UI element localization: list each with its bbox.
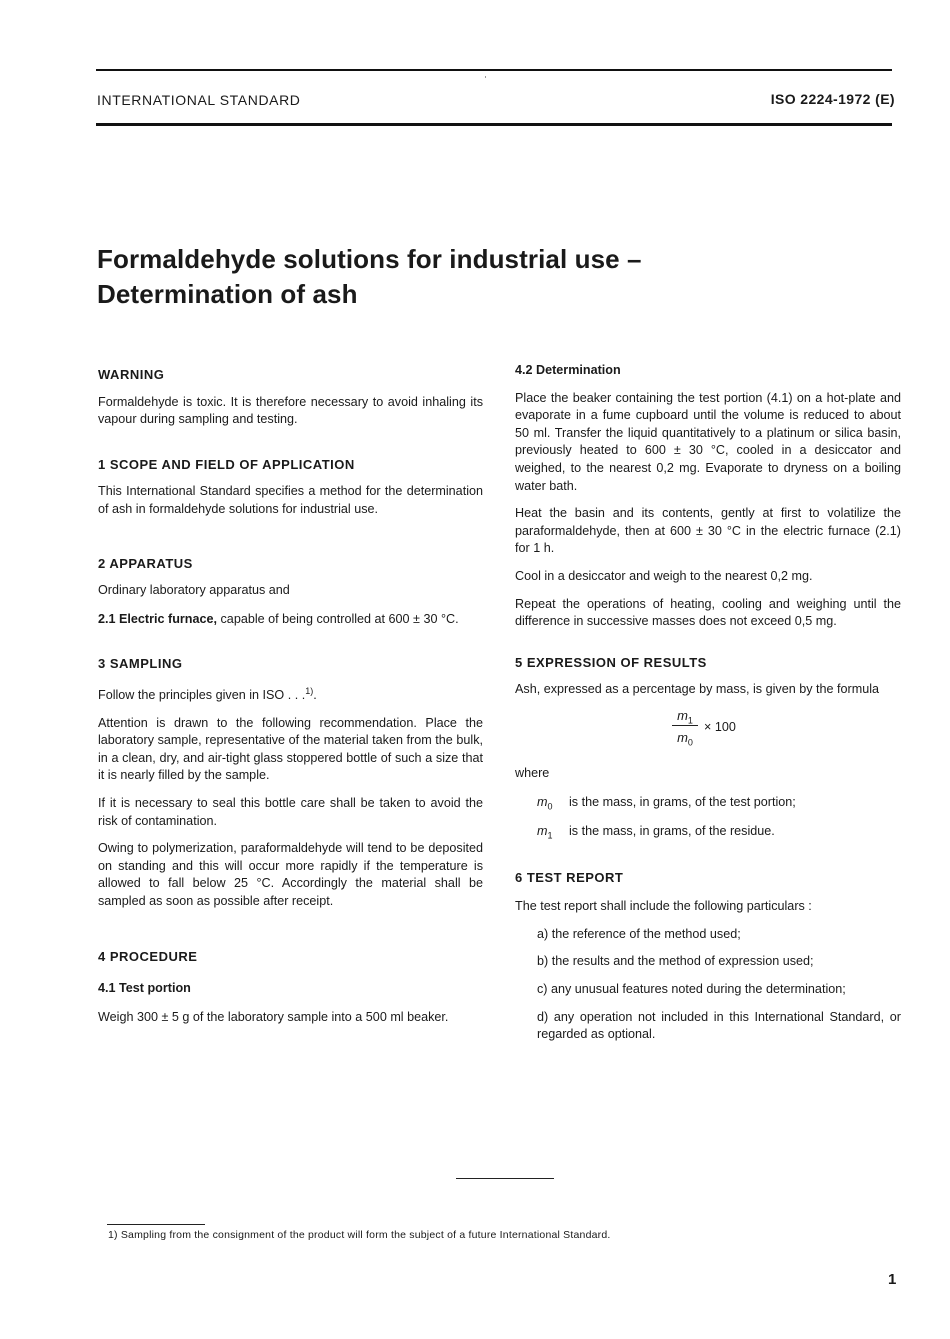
page-number: 1	[888, 1271, 897, 1288]
report-item-d: d) any operation not included in this International Standard, or regarded as optional.	[537, 1009, 901, 1042]
formula-numerator: $m_1$	[677, 707, 693, 726]
symbol-m1: $m_1$	[537, 824, 553, 841]
sampling-heading: 3 SAMPLING	[98, 656, 183, 672]
footnote-rule	[107, 1224, 205, 1225]
sampling-p3: If it is necessary to seal this bottle care shall be taken to avoid the risk of contamination.	[98, 795, 483, 828]
scope-heading: 1 SCOPE AND FIELD OF APPLICATION	[98, 456, 355, 472]
right-column	[515, 362, 901, 1044]
end-of-text-rule	[456, 1178, 554, 1179]
formula-multiplier: × 100	[704, 719, 736, 734]
report-heading: 6 TEST REPORT	[515, 869, 624, 885]
determination-p4: Repeat the operations of heating, cooling and weighing until the difference in successive masses does not exceed 0,5 mg.	[515, 596, 901, 629]
title-line-2: Determination of ash	[97, 279, 358, 309]
warning-heading: WARNING	[98, 367, 165, 382]
header-top-rule	[96, 69, 892, 71]
determination-p1: Place the beaker containing the test portion (4.1) on a hot-plate and evaporate in a fume cupboard until the volume is reduced to about 50 ml. Transfer the liquid quantitatively to a platinum or silica basin, previously heated to 600 ± 30 °C, cooled in a desiccator and weighed, to the nearest 0,2 mg. Evaporate to dryness on a boiling water bath.	[515, 390, 901, 493]
test-portion-text: Weigh 300 ± 5 g of the laboratory sample into a 500 ml beaker.	[98, 1009, 449, 1024]
formula-denominator: $m_0$	[677, 729, 693, 748]
symbol-m0: $m_0$	[537, 794, 553, 812]
apparatus-heading: 2 APPARATUS	[98, 555, 193, 571]
determination-heading: 4.2 Determination	[515, 363, 621, 377]
print-speck	[485, 76, 486, 78]
report-item-a: a) the reference of the method used;	[537, 926, 741, 941]
footnote: 1) Sampling from the consignment of the product will form the subject of a future International Standard.	[108, 1229, 611, 1241]
sampling-p4: Owing to polymerization, paraformaldehyde will tend to be deposited on standing and this will occur more rapidly if the temperature is allowed to fall below 25 °C. Accordingly the material shall be sampled as soon as possible after receipt.	[98, 841, 483, 908]
sampling-p2: Attention is drawn to the following recommendation. Place the laboratory sample, representative of the material taken from the bulk, in a clean, dry, and air-tight glass stoppered bottle of such a size that it is nearly filled by the sample.	[98, 715, 483, 783]
header-bottom-rule	[96, 123, 892, 126]
apparatus-item-text: capable of being controlled at 600 ± 30 °C.	[217, 611, 459, 626]
apparatus-item-2-1	[98, 611, 483, 629]
report-intro: The test report shall include the following particulars :	[515, 899, 812, 914]
test-portion-heading: 4.1 Test portion	[98, 981, 191, 996]
definition-m0	[515, 794, 901, 812]
apparatus-text: Ordinary laboratory apparatus and	[98, 583, 290, 598]
determination-p3: Cool in a desiccator and weigh to the nearest 0,2 mg.	[515, 568, 813, 583]
definition-m1-text: is the mass, in grams, of the residue.	[569, 824, 775, 839]
sampling-p1-end: .	[313, 687, 317, 702]
footnote-reference: 1)	[305, 685, 314, 696]
header-standard-type: INTERNATIONAL STANDARD	[97, 92, 301, 108]
determination-p2: Heat the basin and its contents, gently at first to volatilize the paraformaldehyde, then at 600 ± 30 °C in the electric furnace (2.1) for 1 h.	[515, 506, 901, 556]
scope-text: This International Standard specifies a method for the determination of ash in formaldehyde solutions for industrial use.	[98, 484, 483, 516]
left-column	[98, 366, 483, 1026]
sampling-p1-text: Follow the principles given in ISO . . .	[98, 687, 306, 702]
where-label: where	[515, 765, 550, 780]
report-item-c: c) any unusual features noted during the determination;	[537, 982, 846, 997]
ash-formula	[515, 707, 901, 753]
definition-m1	[515, 823, 901, 841]
title-line-1: Formaldehyde solutions for industrial use –	[97, 244, 642, 274]
sampling-p1	[98, 683, 483, 705]
results-intro: Ash, expressed as a percentage by mass, is given by the formula	[515, 682, 880, 697]
fraction-bar	[672, 725, 698, 726]
results-heading: 5 EXPRESSION OF RESULTS	[515, 654, 707, 670]
apparatus-item-label: 2.1 Electric furnace,	[98, 611, 218, 626]
report-item-b: b) the results and the method of expression used;	[537, 954, 814, 969]
formula-fraction	[672, 707, 698, 752]
header-standard-number: ISO 2224-1972 (E)	[770, 91, 895, 107]
definition-m0-text: is the mass, in grams, of the test portion;	[569, 794, 796, 809]
document-title	[97, 242, 642, 312]
procedure-heading: 4 PROCEDURE	[98, 949, 198, 965]
warning-text: Formaldehyde is toxic. It is therefore necessary to avoid inhaling its vapour during sampling and testing.	[98, 394, 483, 427]
